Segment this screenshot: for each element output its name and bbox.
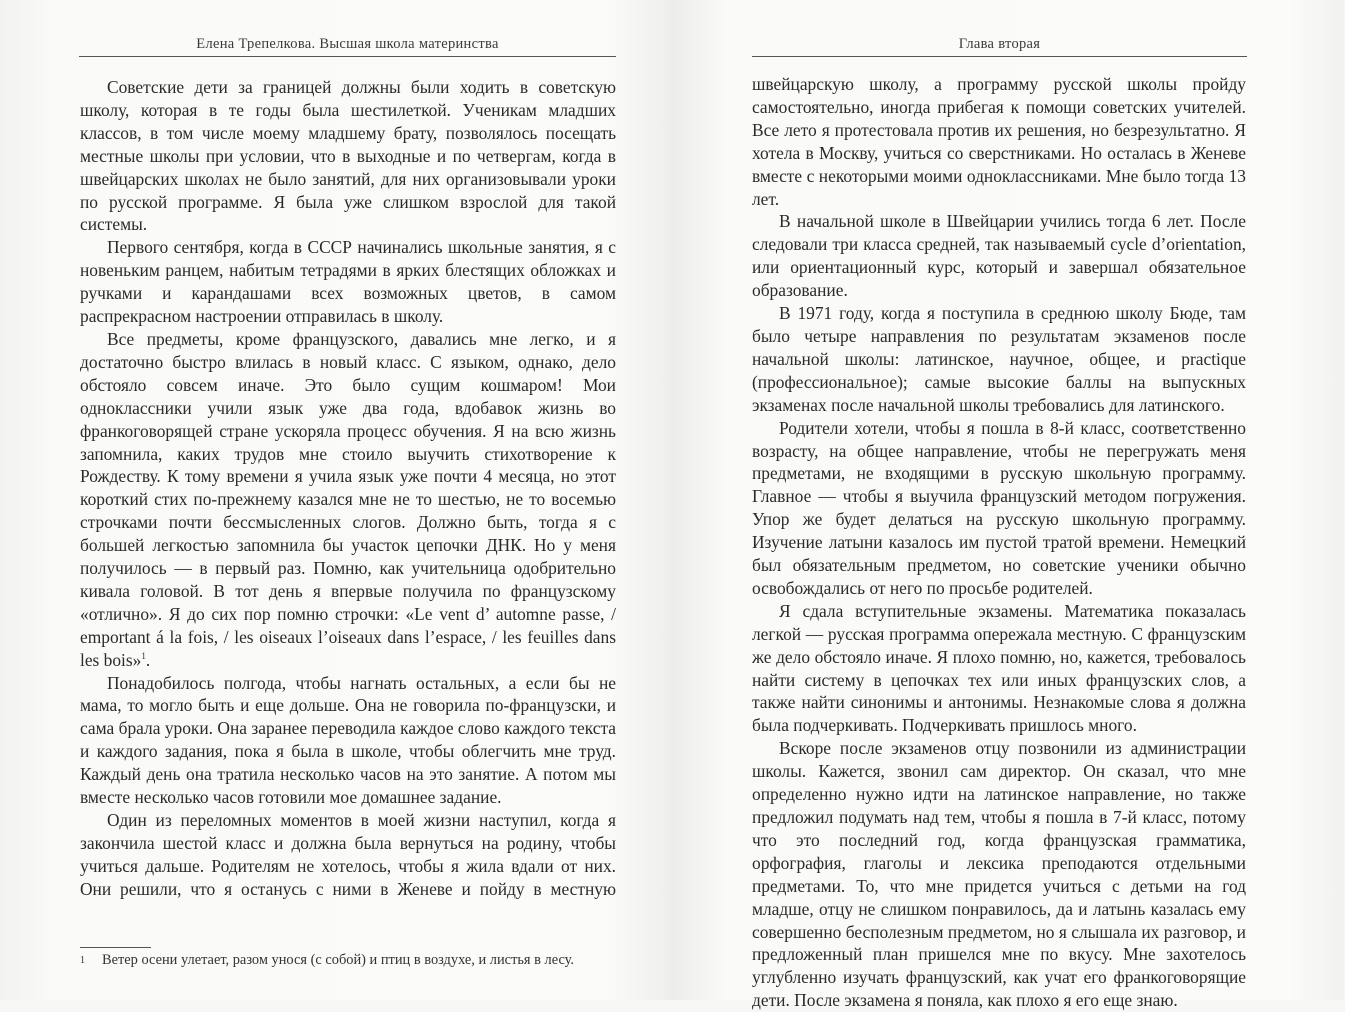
paragraph: Понадобилось полгода, чтобы нагнать остальных, а если бы не мама, то могло быть и еще дольше. Она не говорила по-французски, и сама брала уроки. Она заранее переводила каждое слово каждого текста и каждого задания, пока я была в школе, чтобы облегчить мне труд. Каждый день она тратила несколько часов на это занятие. А потом мы вместе несколько часов готовили мое домашнее задание.: [80, 672, 616, 808]
right-page: [672, 0, 1344, 1011]
running-head-author-title: Елена Трепелкова. Высшая школа материнства: [79, 36, 616, 57]
paragraph: Советские дети за границей должны были ходить в советскую школу, которая в те годы была шестилеткой. Ученикам младших классов, в том числе моему младшему брату, позволялось посещать местные школы при условии, что в выходные и по четвергам, когда в швейцарских школах не было занятий, для них организовывали уроки по русской программе. Я была уже слишком взрослой для такой системы.: [80, 77, 616, 235]
right-page-body: [752, 73, 1246, 1012]
footnote: [80, 950, 616, 971]
paragraph: Один из переломных моментов в моей жизни наступил, когда я закончила шестой класс и должна была вернуться на родину, чтобы учиться дальше. Родителям не хотелось, чтобы я жила вдали от них. Они решили, что я останусь с ними в Женеве и пойду в местную: [80, 810, 616, 899]
paragraph: Родители хотели, чтобы я пошла в 8-й класс, соответственно возрасту, на общее направление, чтобы не перегружать меня предметами, не входящими в русскую школьную программу. Главное — чтобы я выучила французский методом погружения. Упор же будет делаться на русскую школьную программу. Изучение латыни казалось им пустой тратой времени. Немецкий был обязательным предметом, но советские ученики обычно освобождались от него по просьбе родителей.: [752, 417, 1246, 598]
footnote-text: Ветер осени улетает, разом унося (с собой) и птиц в воздухе, и листья в лесу.: [102, 952, 575, 968]
paragraph: Первого сентября, когда в СССР начинались школьные занятия, я с новеньким ранцем, набитым тетрадями в ярких блестящих обложках и ручками и карандашами всех возможных цветов, в самом распрекрасном настроении отправилась в школу.: [80, 237, 616, 327]
running-head-chapter: Глава вторая: [752, 36, 1247, 57]
footnote-reference[interactable]: 1: [141, 650, 146, 661]
left-page: [0, 0, 672, 1000]
left-page-body: [80, 76, 616, 901]
paragraph: В начальной школе в Швейцарии учились тогда 6 лет. После следовали три класса средней, так называемый cycle d’orientation, или ориентационный курс, который и завершал обязательное образование.: [752, 211, 1246, 301]
footnote-number: 1: [80, 955, 85, 966]
paragraph-tail: .: [145, 649, 151, 670]
paragraph-text: Все предметы, кроме французского, давались мне легко, и я достаточно быстро влилась в новый класс. С языком, однако, дело обстояло совсем иначе. Это было сущим кошмаром! Мои одноклассники учили язык уже два года, вдобавок жизнь во франкоговорящей стране ускоряла процесс обучения. Я на всю жизнь запомнила, каких трудов мне стоило выучить стихотворение к Рождеству. К тому времени я учила язык уже почти 4 месяца, но этот короткий стих по-прежнему казался мне не то шестью, не то восемью строчками почти бессмысленных слогов. Должно быть, тогда я с большей легкостью запомнила бы участок цепочки ДНК. Но у меня получилось — в первый раз. Помню, как учительница одобрительно кивала головой. В тот день я впервые получила по французскому «отлично». Я до сих пор помню строчки: «Le vent d’ automne passe, / emportant á la fois, / les oiseaux l’oiseaux dans l’espace, / les feuilles dans les bois»: [80, 328, 616, 670]
paragraph: Вскоре после экзаменов отцу позвонили из администрации школы. Кажется, звонил сам директор. Он сказал, что мне определенно нужно идти на латинское направление, но также предложил подумать над тем, чтобы я пошла в 7-й класс, потому что это последний год, когда французская грамматика, орфография, глаголы и лексика преподаются отдельными предметами. То, что мне придется учиться с детьми на год младше, отцу не слишком понравилось, да и латынь казалась ему совершенно бесполезным предметом, но я слышала их разговор, и предложенный план пришелся мне по вкусу. Мне захотелось углубленно изучать французский, как учат его франкоговорящие дети. После экзамена я поняла, как плохо я его еще знаю.: [752, 738, 1246, 1011]
paragraph-with-footnote: [80, 328, 616, 672]
paragraph: Я сдала вступительные экзамены. Математика показалась легкой — русская программа опережала местную. С французским же дело обстояло иначе. Я плохо помню, но, кажется, требовалось найти систему в цепочках тех или иных французских слов, а также найти синонимы и антонимы. Незнакомые слова я должна была подчеркивать. Подчеркивать пришлось много.: [752, 600, 1246, 736]
paragraph-continued: швейцарскую школу, а программу русской школы пройду самостоятельно, иногда прибегая к помощи советских учителей. Все лето я протестовала против их решения, но безрезультатно. Я хотела в Москву, учиться со сверстниками. Но осталась в Женеве вместе с некоторыми моими одноклассниками. Мне было тогда 13 лет.: [752, 74, 1246, 209]
paragraph: В 1971 году, когда я поступила в среднюю школу Бюде, там было четыре направления по результатам экзаменов после начальной школы: латинское, научное, общее, и practique (профессиональное); самые высокие баллы на выпускных экзаменах после начальной школы требовались для латинского.: [752, 303, 1246, 415]
footnote-separator: [80, 947, 151, 948]
